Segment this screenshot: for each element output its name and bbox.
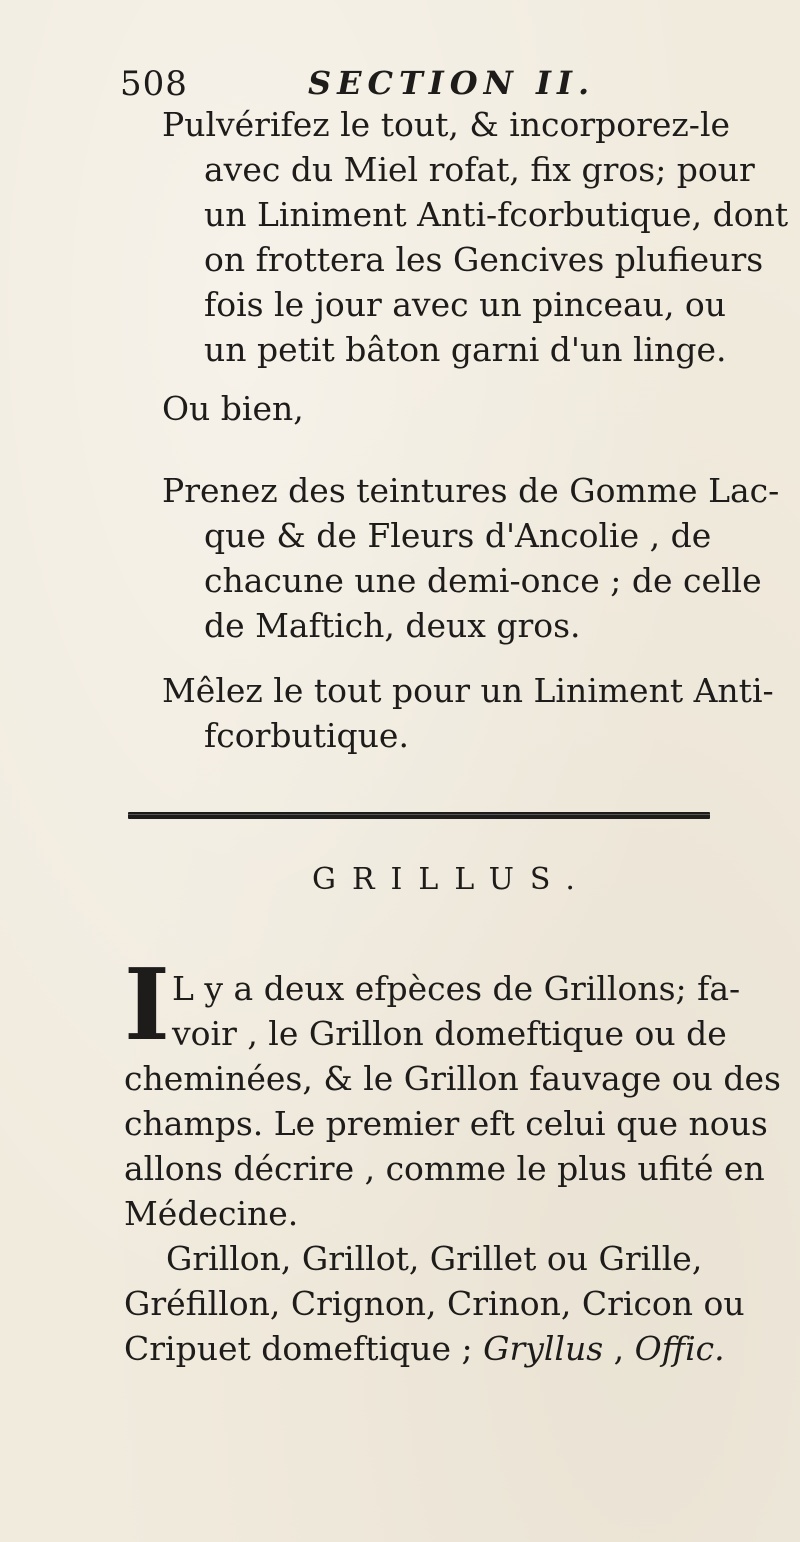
text-line: allons décrire , comme le plus ufité en	[124, 1149, 765, 1188]
text-line: on frottera les Gencives plufieurs	[204, 240, 764, 279]
paragraph-prenez	[162, 468, 779, 648]
page-number: 508	[120, 64, 188, 104]
text-line	[124, 1326, 745, 1371]
section-title: GRILLUS.	[312, 862, 591, 897]
text-line: de Maftich, deux gros.	[204, 606, 581, 645]
paragraph-grillon	[124, 1236, 745, 1371]
text-line: chacune une demi-once ; de celle	[204, 561, 762, 600]
paragraph-pulverifez	[162, 102, 788, 372]
pharmacopoeia-abbrev: Offic.	[634, 1329, 725, 1368]
text-line: voir , le Grillon domeftique ou de	[172, 1014, 727, 1053]
paragraph-grillus	[124, 948, 781, 1236]
text-line: cheminées, & le Grillon fauvage ou des	[124, 1059, 781, 1098]
text-line: un petit bâton garni d'un linge.	[204, 330, 727, 369]
text-line: Pulvérifez le tout, & incorporez-le	[162, 105, 731, 144]
section-divider-rule	[128, 812, 710, 819]
text-line: Gréfillon, Crignon, Crinon, Cricon ou	[124, 1284, 745, 1323]
text-line: champs. Le premier eft celui que nous	[124, 1104, 768, 1143]
text-line: avec du Miel rofat, fix gros; pour	[204, 150, 755, 189]
text-line: que & de Fleurs d'Ancolie , de	[204, 516, 712, 555]
paragraph-melez	[162, 668, 774, 758]
text-line: fois le jour avec un pinceau, ou	[204, 285, 727, 324]
text-line: Médecine.	[124, 1194, 299, 1233]
paragraph-ou-bien	[162, 386, 304, 431]
text-line: Grillon, Grillot, Grillet ou Grille,	[166, 1239, 703, 1278]
drop-cap: I	[124, 948, 170, 1063]
text-line: Ou bien,	[162, 389, 304, 428]
latin-name: Gryllus	[483, 1329, 604, 1368]
text-line: fcorbutique.	[204, 716, 409, 755]
text-line: Mêlez le tout pour un Liniment Anti-	[162, 671, 774, 710]
text-line: L y a deux efpèces de Grillons; fa-	[172, 969, 741, 1008]
plain-text: Cripuet domeftique ;	[124, 1329, 484, 1368]
text-line: un Liniment Anti-fcorbutique, dont	[204, 195, 789, 234]
text-line: Prenez des teintures de Gomme Lac-	[162, 471, 780, 510]
running-head: SECTION II.	[308, 64, 596, 102]
separator-text: ,	[603, 1329, 635, 1368]
